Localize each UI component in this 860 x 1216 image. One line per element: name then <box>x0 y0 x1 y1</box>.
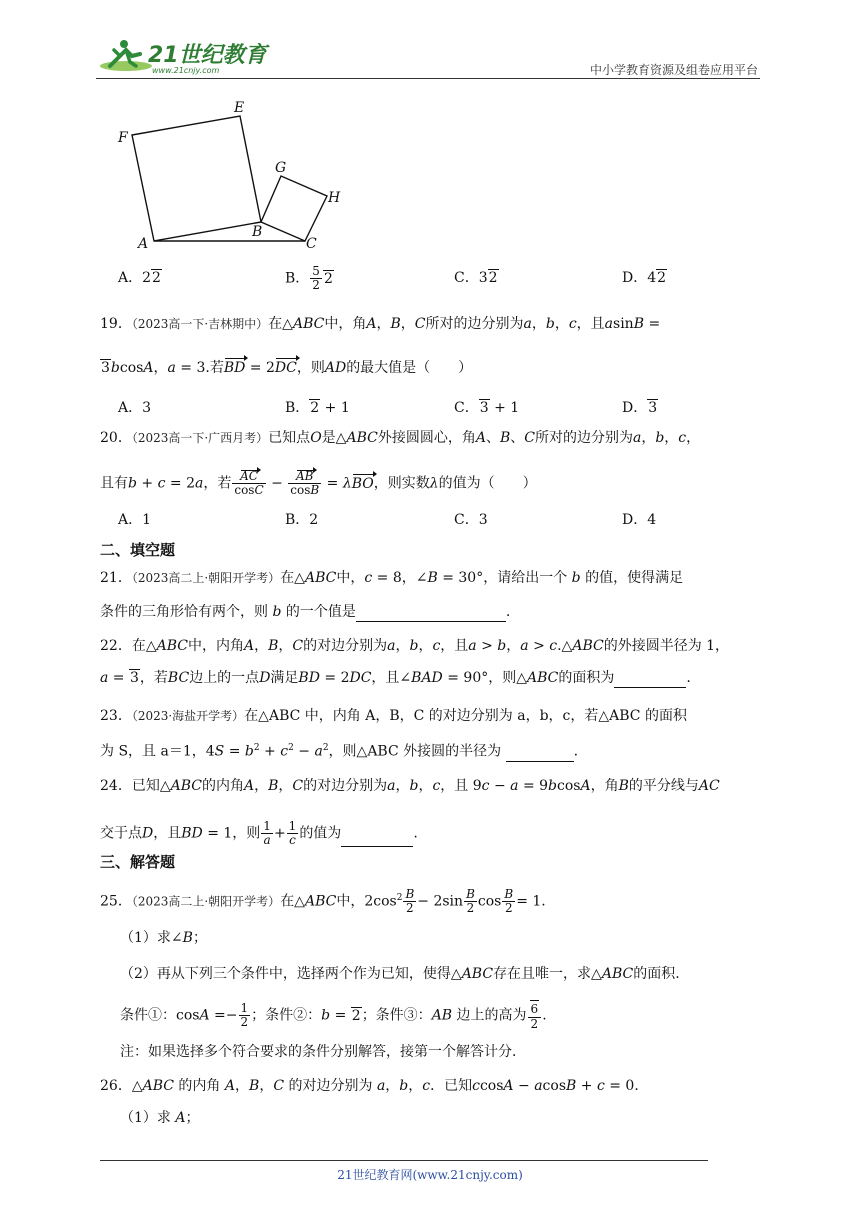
footer-divider <box>100 1160 708 1161</box>
q24-answer-blank[interactable] <box>341 830 413 847</box>
q20-option-c[interactable]: C．3 <box>454 512 488 528</box>
q23-line-2: 为 S，且 a＝1，$4S = b^2 + c^2 - a^2$，则△ABC 外接圆的半径为 . <box>100 743 579 760</box>
q26-line-1: 26．△ABC 的内角 A，B，C 的对边分别为 a，b，c．已知ccosA − acosB + c = 0． <box>100 1078 649 1094</box>
q20-option-b[interactable]: B．2 <box>285 512 319 528</box>
q20-option-a[interactable]: A．1 <box>118 512 152 528</box>
q25-part-1: （1）求∠B； <box>120 930 207 946</box>
label-B: B <box>252 224 263 240</box>
geometry-figure <box>112 96 352 256</box>
section-solve-title: 三、解答题 <box>100 853 176 871</box>
platform-text: 中小学教育资源及组卷应用平台 <box>589 63 758 77</box>
q25-line-1: 25．（2023高二上·朝阳开学考）在△ABC中，$2\cos^2$ $\frac{B}{2}$ − 2sin $\frac{B}{2}$ cos $\frac{B}{2}$ = 1. <box>100 887 546 916</box>
label-E: E <box>234 100 245 116</box>
page-header <box>96 28 760 80</box>
label-F: F <box>118 130 128 146</box>
q18-option-a[interactable]: A．22 <box>118 270 161 286</box>
header-divider <box>96 78 760 79</box>
q18-option-d[interactable]: D．42 <box>622 270 667 286</box>
logo-icon <box>96 36 296 76</box>
q21-line-2: 条件的三角形恰有两个，则 b 的一个值是 . <box>100 604 511 620</box>
q19-line-1: 19．（2023高一下·吉林期中）在△ABC中，角A，B，C所对的边分别为a，b，c，且asinB = <box>100 316 661 332</box>
q22-answer-blank[interactable] <box>614 671 686 688</box>
q21-answer-blank[interactable] <box>356 605 506 622</box>
section-fill-title: 二、填空题 <box>100 541 176 559</box>
q26-part-1: （1）求 A； <box>120 1110 200 1126</box>
label-C: C <box>306 236 317 252</box>
q19-option-c[interactable]: C．3 + 1 <box>454 400 520 416</box>
q18-option-c[interactable]: C．32 <box>454 270 498 286</box>
q23-line-1: 23．（2023·海盐开学考）在△ABC 中，内角 A，B，C 的对边分别为 a，b，c，若△ABC 的面积 <box>100 708 687 724</box>
q18-option-b[interactable]: B． $\frac{5}{2}$ 2 <box>285 264 333 292</box>
q20-line-2: 且有b + c = 2a，若 $\frac{AC}{\cos C}$ − $\frac{AB}{\cos B}$ = λBO，则实数λ的值为（ ） <box>100 469 537 497</box>
label-G: G <box>275 160 287 176</box>
q19-option-b[interactable]: B．2 + 1 <box>285 400 350 416</box>
q20-option-d[interactable]: D．4 <box>622 512 657 528</box>
q19-line-2: 3bcosA，a = 3.若BD = 2DC，则AD的最大值是（ ） <box>101 360 473 376</box>
q22-line-1: 22．在△ABC中，内角A，B，C的对边分别为a，b，c，且a > b，a > c.△ABC的外接圆半径为 1， <box>100 638 730 654</box>
logo-url: www.21cnjy.com <box>152 66 220 75</box>
q24-line-1: 24．已知△ABC的内角A，B，C的对边分别为a，b，c，且 9c − a = 9bcosA，角B的平分线与AC <box>100 778 720 794</box>
q21-line-1: 21．（2023高二上·朝阳开学考）在△ABC中，c = 8，∠B = 30°，请给出一个 b 的值，使得满足 <box>100 570 684 586</box>
label-H: H <box>328 190 341 206</box>
q19-option-d[interactable]: D．3 <box>622 400 658 416</box>
q25-part-2: （2）再从下列三个条件中，选择两个作为已知，使得△ABC存在且唯一，求△ABC的面积. <box>120 966 680 982</box>
q25-note: 注：如果选择多个符合要求的条件分别解答，接第一个解答计分． <box>120 1044 526 1060</box>
q22-line-2: a = 3，若BC边上的一点D满足BD = 2DC，且∠BAD = 90°，则△ABC的面积为 . <box>100 670 691 686</box>
q24-line-2: 交于点D，且BD = 1，则 $\frac{1}{a}$ + $\frac{1}{c}$ 的值为 . <box>100 819 418 847</box>
label-A: A <box>138 236 149 252</box>
q23-answer-blank[interactable] <box>506 745 574 762</box>
footer-text: 21世纪教育网(www.21cnjy.com) <box>337 1168 523 1182</box>
logo-text: 21世纪教育 <box>148 43 267 68</box>
q19-option-a[interactable]: A．3 <box>118 400 152 416</box>
q20-line-1: 20．（2023高一下·广西月考）已知点O是△ABC外接圆圆心，角A、B、C所对的边分别为a，b，c， <box>100 430 701 446</box>
q25-conditions: 条件①：cosA =− $\frac{1}{2}$ ；条件②：b = 2；条件③：AB 边上的高为 $\frac{6}{2}$ . <box>120 1001 547 1031</box>
